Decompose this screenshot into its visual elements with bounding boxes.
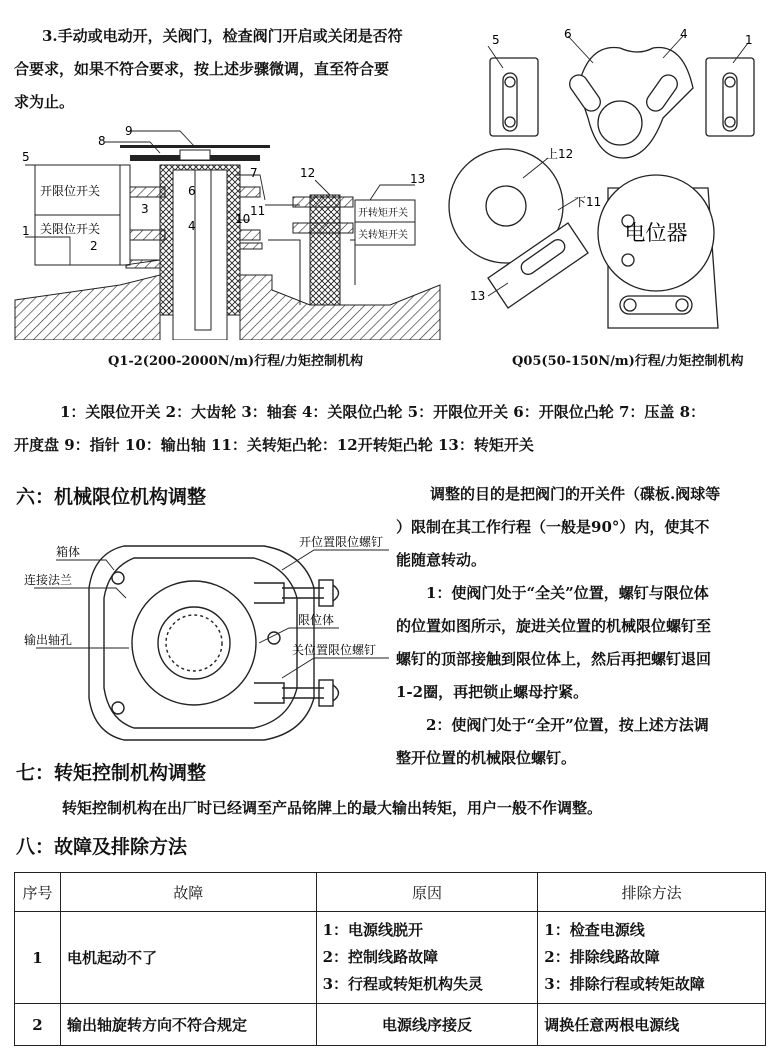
legend-line: 开度盘 9：指针 10：输出轴 11：关转矩凸轮：12开转矩凸轮 13：转矩开关 (14, 436, 534, 454)
label-flange: 连接法兰 (24, 573, 73, 587)
section8-title: 八：故障及排除方法 (16, 836, 188, 858)
section7-title: 七：转矩控制机构调整 (16, 762, 207, 784)
row-fix: 调换任意两根电源线 (538, 1004, 766, 1046)
section6-text (396, 478, 768, 775)
fix-item: 3：排除行程或转矩故障 (544, 975, 705, 993)
step3-line: 求为止。 (14, 93, 75, 111)
header-fix: 排除方法 (538, 873, 766, 912)
callout-6: 6 (188, 184, 196, 198)
row-fault: 输出轴旋转方向不符合规定 (60, 1004, 316, 1046)
callout-5: 5 (22, 150, 30, 164)
torque-shaft (310, 195, 340, 305)
callout-1: 1 (22, 224, 30, 238)
callout-1: 1 (745, 33, 753, 47)
label-open-torque-switch: 开转矩开关 (358, 208, 408, 219)
callout-3: 3 (141, 202, 149, 216)
figure-q12-mechanism (10, 125, 450, 340)
label-limit-body: 限位体 (298, 613, 335, 627)
figure-q05-mechanism (448, 28, 768, 348)
caption-q12: Q1-2(200-2000N/m)行程/力矩控制机构 (108, 354, 363, 369)
legend-line: 1：关限位开关 2：大齿轮 3：轴套 4：关限位凸轮 5：开限位开关 6：开限位凸轮 7：压盖 8： (60, 403, 706, 421)
callout-6: 6 (564, 28, 572, 41)
step3-line: 3.手动或电动开，关阀门，检查阀门开启或关闭是否符 (42, 27, 403, 45)
cause-item: 2：控制线路故障 (322, 948, 439, 966)
label-close-torque-switch: 关转矩开关 (358, 230, 408, 241)
label-upper12: 上12 (546, 147, 574, 161)
row-cause: 电源线序接反 (316, 1004, 538, 1046)
fault-table (14, 872, 766, 1046)
section6-line: 螺钉的顶部接触到限位体上，然后再把螺钉退回 (396, 650, 712, 668)
callout-7: 7 (250, 166, 258, 180)
callout-4: 4 (188, 219, 196, 233)
row-fixes (538, 912, 766, 1004)
callout-13: 13 (410, 172, 426, 186)
output-shaft-hole (132, 581, 256, 705)
caption-q05: Q05(50-150N/m)行程/力矩控制机构 (512, 354, 744, 369)
section6-line: 整开位置的机械限位螺钉。 (396, 749, 577, 767)
label-close-limit-switch: 关限位开关 (40, 222, 101, 236)
section6-line: ）限制在其工作行程（一般是90°）内，使其不 (396, 518, 710, 536)
parts-legend (14, 396, 764, 462)
label-close-screw: 关位置限位螺钉 (292, 643, 377, 657)
callout-11: 11 (250, 204, 266, 218)
step3-paragraph (14, 20, 444, 119)
label-open-limit-switch: 开限位开关 (40, 184, 101, 198)
fix-item: 1：检查电源线 (544, 921, 645, 939)
callout-8: 8 (98, 134, 106, 148)
section6-line: 调整的目的是把阀门的开关件（碟板.阀球等 (430, 485, 721, 503)
section6-title: 六：机械限位机构调整 (16, 486, 207, 508)
table-header-row (15, 873, 766, 912)
figure-mechanical-limit (14, 528, 394, 760)
callout-12: 12 (300, 166, 316, 180)
cam-upper (130, 187, 165, 197)
callout-5: 5 (492, 33, 500, 47)
row-causes (316, 912, 538, 1004)
step3-line: 合要求，如果不符合要求，按上述步骤微调，直至符合要 (14, 60, 390, 78)
label-gearbox: 箱体 (56, 545, 81, 559)
base-housing (15, 275, 160, 340)
callout-13: 13 (470, 289, 486, 303)
callout-4: 4 (680, 28, 688, 41)
fix-item: 2：排除线路故障 (544, 948, 660, 966)
section6-line: 的位置如图所示，旋进关位置的机械限位螺钉至 (396, 617, 712, 635)
cause-item: 3：行程或转矩机构失灵 (322, 975, 484, 993)
section6-line: 1-2圈，再把锁止螺母拧紧。 (396, 683, 589, 701)
callout-10: 10 (235, 212, 251, 226)
section6-line: 2：使阀门处于“全开”位置，按上述方法调 (426, 716, 709, 734)
label-shaft-hole: 输出轴孔 (24, 633, 73, 647)
row-fault: 电机起动不了 (60, 912, 316, 1004)
callout-2: 2 (90, 239, 98, 253)
header-fault: 故障 (60, 873, 316, 912)
section6-line: 能随意转动。 (396, 551, 487, 569)
cam-lower (130, 230, 165, 240)
row-no: 2 (15, 1004, 61, 1046)
header-no: 序号 (15, 873, 61, 912)
row-no: 1 (15, 912, 61, 1004)
table-row (15, 1004, 766, 1046)
label-potentiometer: 电位器 (624, 221, 688, 245)
label-open-screw: 开位置限位螺钉 (299, 535, 384, 549)
section7-text: 转矩控制机构在出厂时已经调至产品铭牌上的最大输出转矩，用户一般不作调整。 (62, 799, 603, 817)
label-lower11: 下11 (574, 195, 602, 209)
section6-line: 1：使阀门处于“全关”位置，螺钉与限位体 (426, 584, 709, 602)
callout-9: 9 (125, 125, 133, 138)
table-row (15, 912, 766, 1004)
header-cause: 原因 (316, 873, 538, 912)
cause-item: 1：电源线脱开 (322, 921, 424, 939)
